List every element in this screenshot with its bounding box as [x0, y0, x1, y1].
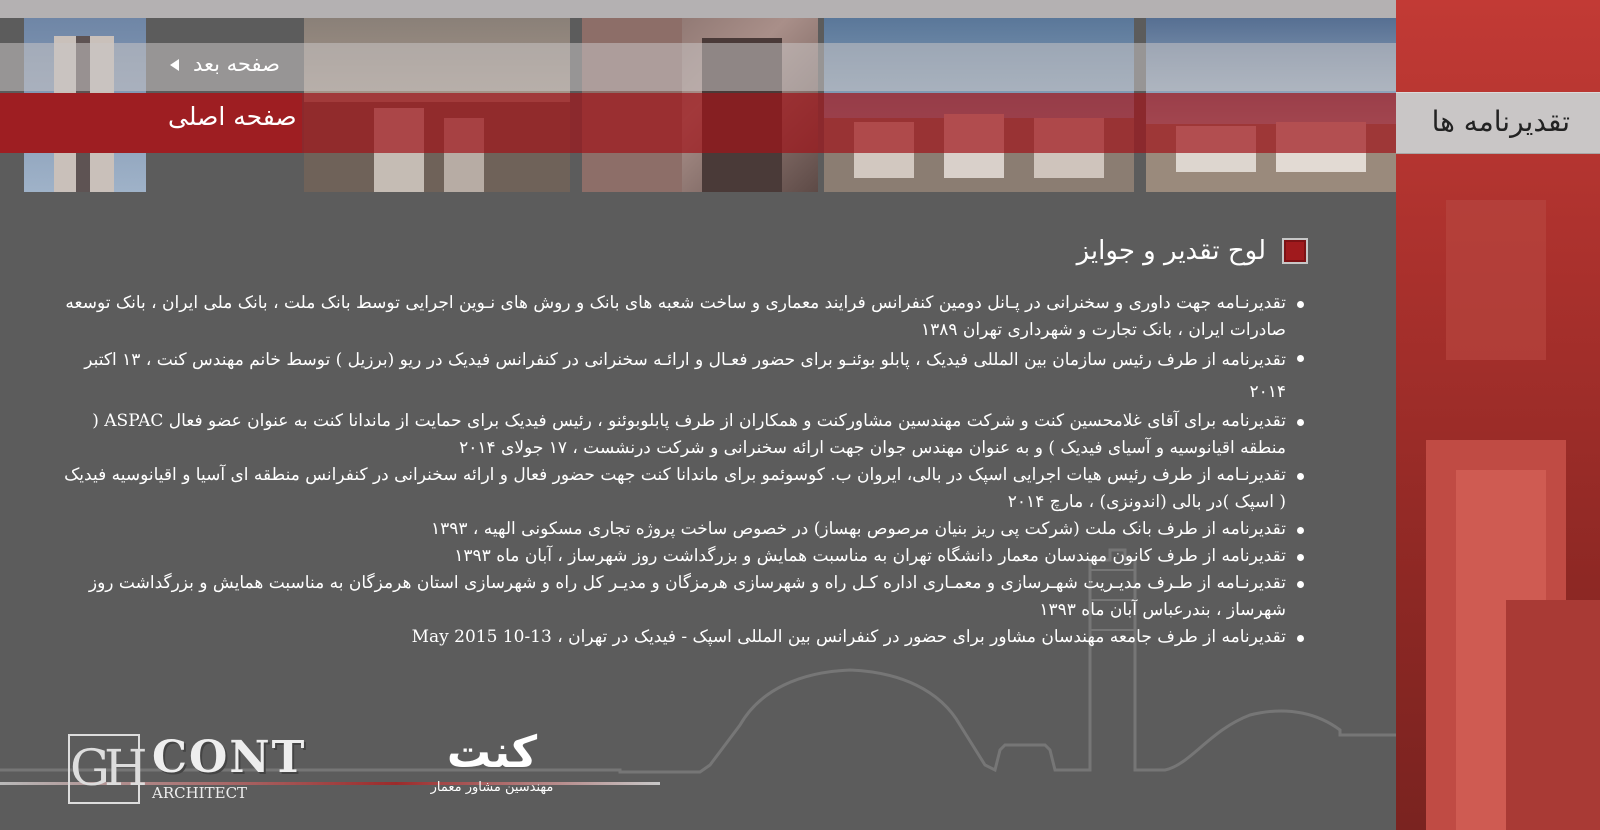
company-logo-latin: [68, 734, 308, 804]
page-title-box: [1396, 92, 1600, 154]
section-heading: [1077, 236, 1308, 266]
list-item: تقدیرنـامه از طـرف مدیـریت شهـرسازی و معمـاری اداره کـل راه و شهرسازی هرمزگان و مدیـر کل راه و شهرسازی استان هرمزگان به مناسبت همایش و بزرگداشت روز شهرساز ، بندرعباس آبان ماه ۱۳۹۳: [56, 570, 1312, 624]
next-page-link[interactable]: [170, 52, 280, 76]
logo-word: CONT: [152, 732, 307, 783]
side-tower-shape: [1446, 200, 1546, 360]
logo-subtitle: ARCHITECT: [152, 784, 248, 802]
logo-fa-subtitle: مهندسین مشاور معمار: [430, 780, 554, 795]
list-item: تقدیرنامه برای آقای غلامحسین کنت و شرکت مهندسین مشاورکنت و همکاران از طرف پابلوبوئنو ، رئیس فیدیک برای حمایت از ماندانا کنت به عنوان عضو فعال ASPAC ( منطقه اقیانوسیه و آسیای فیدیک ) و به عنوان مهندس جوان جهت ارائه سخنرانی و شرکت درنشست ، ۱۷ جولای ۲۰۱۴: [56, 408, 1312, 462]
page-title: تقدیرنامه ها: [1431, 105, 1570, 138]
side-tower-shape: [1506, 600, 1600, 830]
company-logo-persian: [412, 728, 572, 798]
list-item: تقدیرنامه از طرف بانک ملت (شرکت پی ریز بنیان مرصوص بهساز) در خصوص ساخت پروژه تجاری مسکونی الهیه ، ۱۳۹۳: [56, 516, 1312, 543]
list-item: تقدیرنامه از طرف جامعه مهندسان مشاور برای حضور در کنفرانس بین المللی اسپک - فیدیک در تهران ، May 2015 10-13: [56, 624, 1312, 651]
logo-monogram: GH: [68, 734, 140, 804]
awards-list: [56, 290, 1312, 651]
header-topbar: [0, 0, 1396, 18]
header-banner: [0, 0, 1396, 196]
home-page-link[interactable]: صفحه اصلی: [168, 102, 297, 131]
list-item: تقدیرنـامه جهت داوری و سخنرانی در پـانل دومین کنفرانس فرایند معماری و ساخت شعبه های بانک و روش های نـوین اجرایی توسط بانک ملت ، بانک ملی ایران ، بانک توسعه صادرات ایران ، بانک تجارت و شهرداری تهران ۱۳۸۹: [56, 290, 1312, 344]
list-item: تقدیرنامه از طرف کانون مهندسان معمار دانشگاه تهران به مناسبت همایش و بزرگداشت روز شهرساز ، آبان ماه ۱۳۹۳: [56, 543, 1312, 570]
logo-fa-word: کنت: [446, 727, 538, 778]
list-item: تقدیرنامه از طرف رئیس سازمان بین المللی فیدیک ، پابلو بوئنـو برای حضور فعـال و ارائـه سخنرانی در کنفرانس فیدیک در ریو (برزیل ) توسط خانم مهندس کنت ، ۱۳ اکتبر ۲۰۱۴: [56, 344, 1312, 408]
next-page-label: صفحه بعد: [193, 52, 280, 76]
square-bullet-icon: [1282, 238, 1308, 264]
arrow-left-icon: [170, 59, 179, 71]
section-heading-text: لوح تقدیر و جوایز: [1076, 236, 1266, 266]
list-item: تقدیرنـامه از طرف رئیس هیات اجرایی اسپک در بالی، ایروان ب. کوسوئمو برای ماندانا کنت جهت حضور فعال و ارائه سخنرانی در کنفرانس منطقه ای آسیا و اقیانوسیه فیدیک ( اسپک )در بالی (اندونزی) ، مارچ ۲۰۱۴: [56, 462, 1312, 516]
